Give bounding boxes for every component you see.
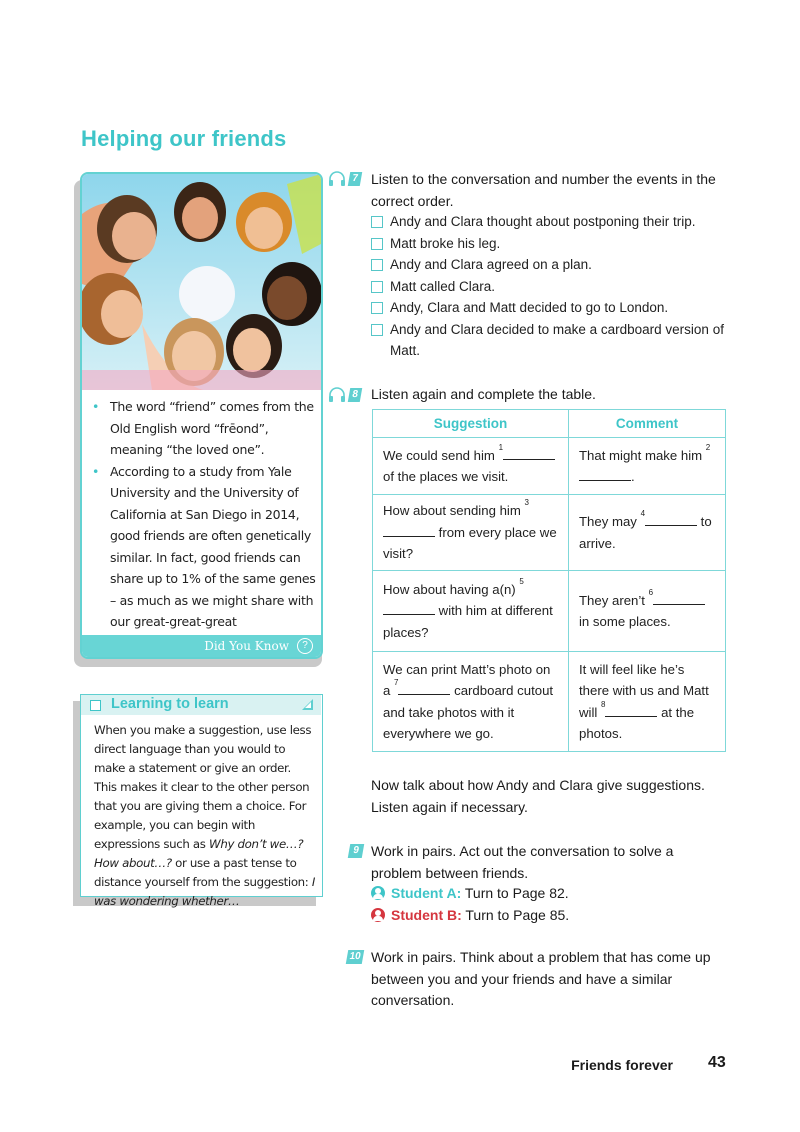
answer-blank[interactable] — [579, 466, 631, 481]
box-text: When you make a suggestion, use less direct language than you would to make a statement or give an order. This makes it clear to the other person that you are giving them a choice. For example, you can begin with expressions such as Why don’t we…? How about…? or use a past tense to distance yourself from the suggestion: I was wondering whether… — [94, 723, 315, 908]
exercise-instruction: Listen to the conversation and number the events in the correct order. — [371, 171, 716, 209]
event-item: Andy and Clara thought about postponing their trip. — [371, 211, 731, 233]
exercise-number: 7 — [348, 172, 362, 186]
answer-blank[interactable] — [645, 511, 697, 526]
order-box[interactable] — [371, 216, 383, 228]
follow-up-instruction: Now talk about how Andy and Clara give suggestions. Listen again if necessary. — [371, 777, 705, 815]
column-header-comment: Comment — [569, 410, 726, 438]
unit-title: Friends forever — [571, 1057, 673, 1073]
order-box[interactable] — [371, 238, 383, 250]
friends-photo — [82, 174, 321, 390]
exercise-number: 8 — [348, 388, 362, 402]
answer-blank[interactable] — [383, 522, 435, 537]
event-item: Matt called Clara. — [371, 276, 731, 298]
bullet-icon: • — [92, 463, 100, 479]
headphones-icon — [328, 387, 346, 403]
comment-cell: That might make him $^2$. — [569, 438, 726, 495]
student-b-line: Student B: Turn to Page 85. — [371, 905, 569, 926]
bullet-icon: • — [92, 399, 100, 414]
event-item: Matt broke his leg. — [371, 233, 731, 255]
order-box[interactable] — [371, 259, 383, 271]
fact-list — [92, 396, 316, 654]
column-header-suggestion: Suggestion — [373, 410, 569, 438]
box-title: Learning to learn — [111, 696, 229, 712]
comment-cell: They may $^4$ to arrive. — [569, 495, 726, 571]
suggestion-cell: We could send him $^1$ of the places we visit. — [373, 438, 569, 495]
table-row — [373, 571, 726, 652]
table-header-row — [373, 410, 726, 438]
page-number: 43 — [708, 1054, 726, 1071]
order-box[interactable] — [371, 324, 383, 336]
student-a-line: Student A: Turn to Page 82. — [371, 883, 569, 904]
suggestion-cell: How about sending him $^3$ from every place we visit? — [373, 495, 569, 571]
table-row — [373, 495, 726, 571]
suggestion-table — [372, 409, 726, 752]
exercise-number: 9 — [348, 844, 364, 858]
question-icon: ? — [297, 638, 313, 654]
table-row — [373, 438, 726, 495]
fact-item: • The word “friend” comes from the Old English word “frēond”, meaning “the loved one”. — [92, 396, 316, 461]
comment-cell: They aren’t $^6$ in some places. — [569, 571, 726, 652]
page-title: Helping our friends — [81, 126, 287, 151]
answer-blank[interactable] — [503, 445, 555, 460]
answer-blank[interactable] — [653, 590, 705, 605]
suggestion-cell: We can print Matt’s photo on a $^7$ cardboard cutout and take photos with it everywhere we go. — [373, 652, 569, 752]
checkbox-icon — [90, 700, 101, 711]
user-icon — [371, 908, 385, 922]
exercise-instruction: Work in pairs. Act out the conversation to solve a problem between friends. — [371, 843, 674, 881]
box-header — [81, 695, 321, 715]
table-row — [373, 652, 726, 752]
event-item: Andy and Clara decided to make a cardboard version of Matt. — [371, 319, 731, 362]
exercise-number: 10 — [346, 950, 364, 964]
suggestion-cell: How about having a(n) $^5$ with him at different places? — [373, 571, 569, 652]
event-item: Andy, Clara and Matt decided to go to London. — [371, 297, 731, 319]
event-list — [371, 211, 731, 362]
fact-item: • According to a study from Yale University and the University of California at San Diego in 2014, good friends are often genetically similar. In fact, good friends can share up to 1% of the same genes – as much as we might share with our great-great-great — [92, 461, 316, 655]
answer-blank[interactable] — [605, 702, 657, 717]
did-you-know-footer: Did You Know ? — [82, 635, 321, 657]
user-icon — [371, 886, 385, 900]
order-box[interactable] — [371, 302, 383, 314]
answer-blank[interactable] — [398, 680, 450, 695]
comment-cell: It will feel like he’s there with us and Matt will $^8$ at the photos. — [569, 652, 726, 752]
order-box[interactable] — [371, 281, 383, 293]
exercise-instruction: Work in pairs. Think about a problem that has come up between you and your friends and have a similar conversation. — [371, 949, 711, 1008]
exercise-instruction: Listen again and complete the table. — [371, 386, 596, 402]
headphones-icon — [328, 171, 346, 187]
event-item: Andy and Clara agreed on a plan. — [371, 254, 731, 276]
learning-to-learn-box — [80, 694, 323, 908]
answer-blank[interactable] — [383, 600, 435, 615]
did-you-know-card — [80, 172, 323, 659]
